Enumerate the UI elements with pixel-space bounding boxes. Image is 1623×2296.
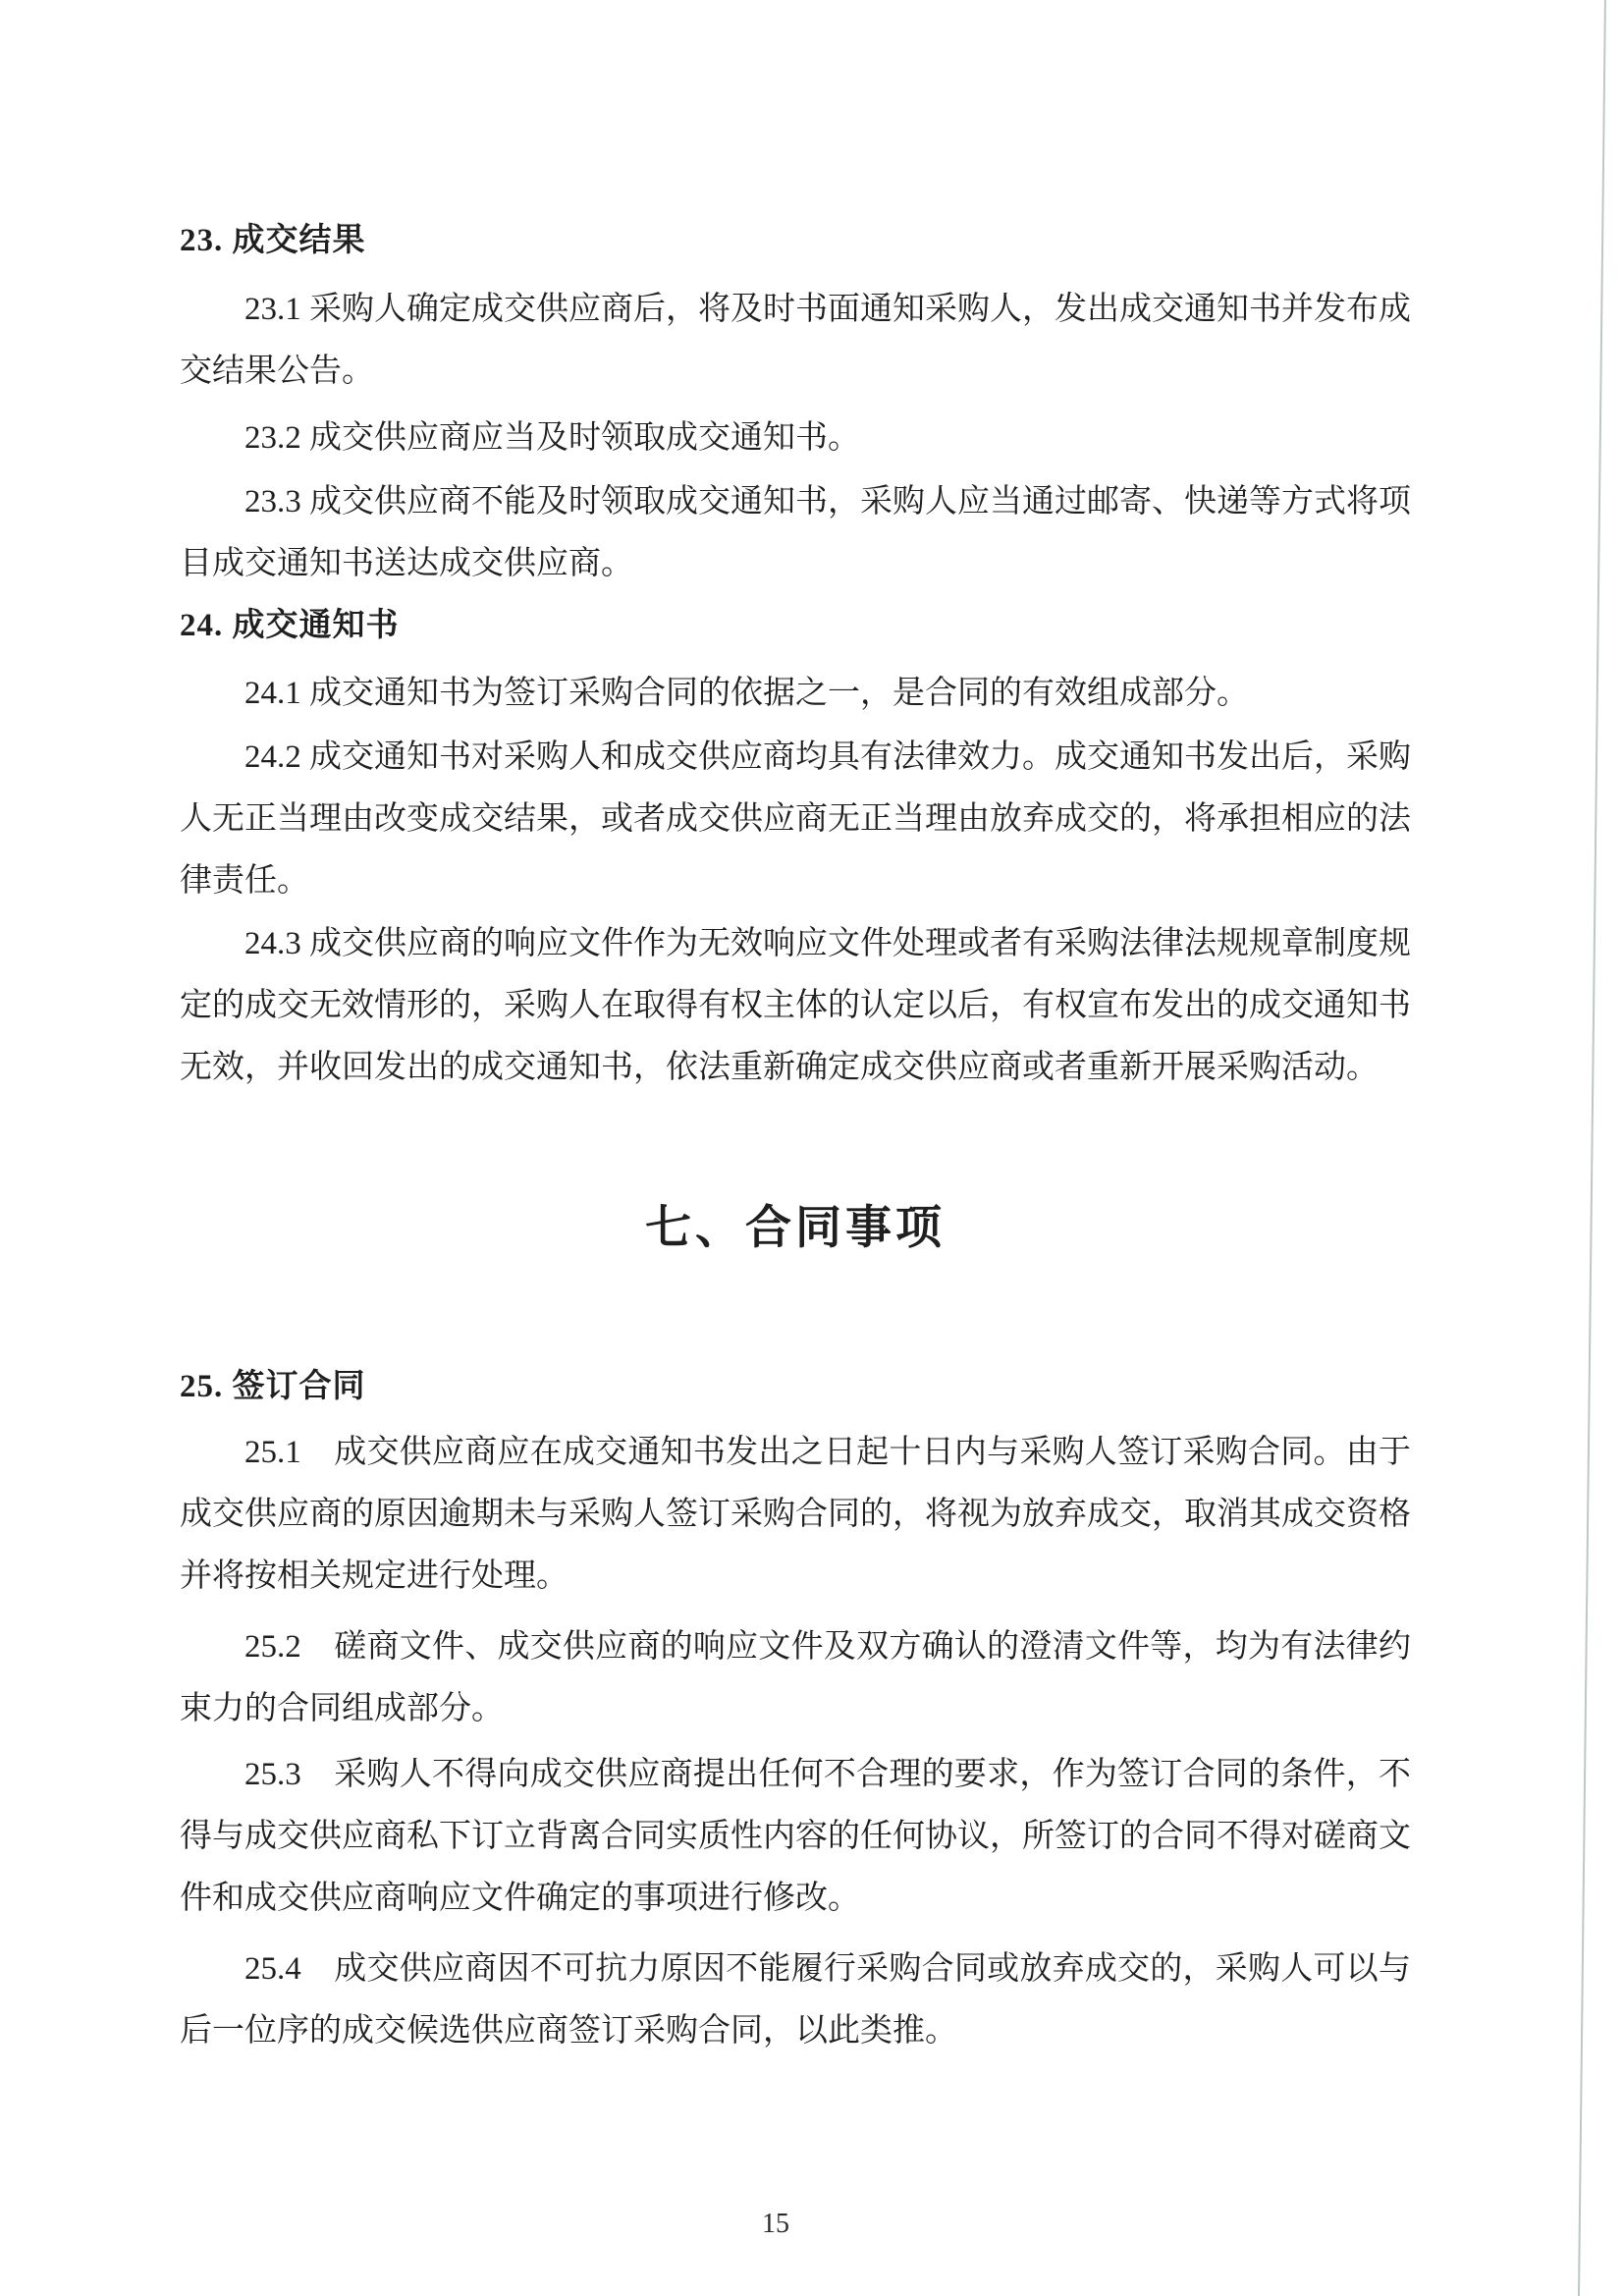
clause-23-2: 23.2 成交供应商应当及时领取成交通知书。 xyxy=(244,420,860,456)
clause-25-4: 25.4 成交供应商因不可抗力原因不能履行采购合同或放弃成交的，采购人可以与后一位序的成交候选供应商签订采购合同，以此类推。 xyxy=(180,1951,1411,2049)
section-heading-23-result: 23. 成交结果 xyxy=(180,223,366,258)
clause-24-2: 24.2 成交通知书对采购人和成交供应商均具有法律效力。成交通知书发出后，采购人无正当理由改变成交结果，或者成交供应商无正当理由放弃成交的，将承担相应的法律责任。 xyxy=(180,739,1411,899)
clause-24-3: 24.3 成交供应商的响应文件作为无效响应文件处理或者有采购法律法规规章制度规定的成交无效情形的，采购人在取得有权主体的认定以后，有权宣布发出的成交通知书无效，并收回发出的成交通知书，依法重新确定成交供应商或者重新开展采购活动。 xyxy=(180,926,1411,1085)
clause-25-2: 25.2 磋商文件、成交供应商的响应文件及双方确认的澄清文件等，均为有法律约束力的合同组成部分。 xyxy=(180,1629,1411,1726)
scan-edge-line xyxy=(1578,0,1606,2296)
document-body xyxy=(180,0,1411,2062)
clause-23-1: 23.1 采购人确定成交供应商后，将及时书面通知采购人，发出成交通知书并发布成交结果公告。 xyxy=(180,292,1411,389)
section-heading-24-notice: 24. 成交通知书 xyxy=(180,608,400,643)
page-number: 15 xyxy=(762,2209,789,2239)
clause-25-1: 25.1 成交供应商应在成交通知书发出之日起十日内与采购人签订采购合同。由于成交供应商的原因逾期未与采购人签订采购合同的，将视为放弃成交，取消其成交资格并将按相关规定进行处理。 xyxy=(180,1435,1411,1594)
section-heading-25-sign-contract: 25. 签订合同 xyxy=(180,1369,366,1404)
clause-23-3: 23.3 成交供应商不能及时领取成交通知书，采购人应当通过邮寄、快递等方式将项目成交通知书送达成交供应商。 xyxy=(180,484,1411,581)
clause-25-3: 25.3 采购人不得向成交供应商提出任何不合理的要求，作为签订合同的条件，不得与成交供应商私下订立背离合同实质性内容的任何协议，所签订的合同不得对磋商文件和成交供应商响应文件确定的事项进行修改。 xyxy=(180,1757,1411,1916)
clause-24-1: 24.1 成交通知书为签订采购合同的依据之一，是合同的有效组成部分。 xyxy=(244,676,1249,711)
chapter-heading-contract-matters: 七、合同事项 xyxy=(645,1203,946,1254)
